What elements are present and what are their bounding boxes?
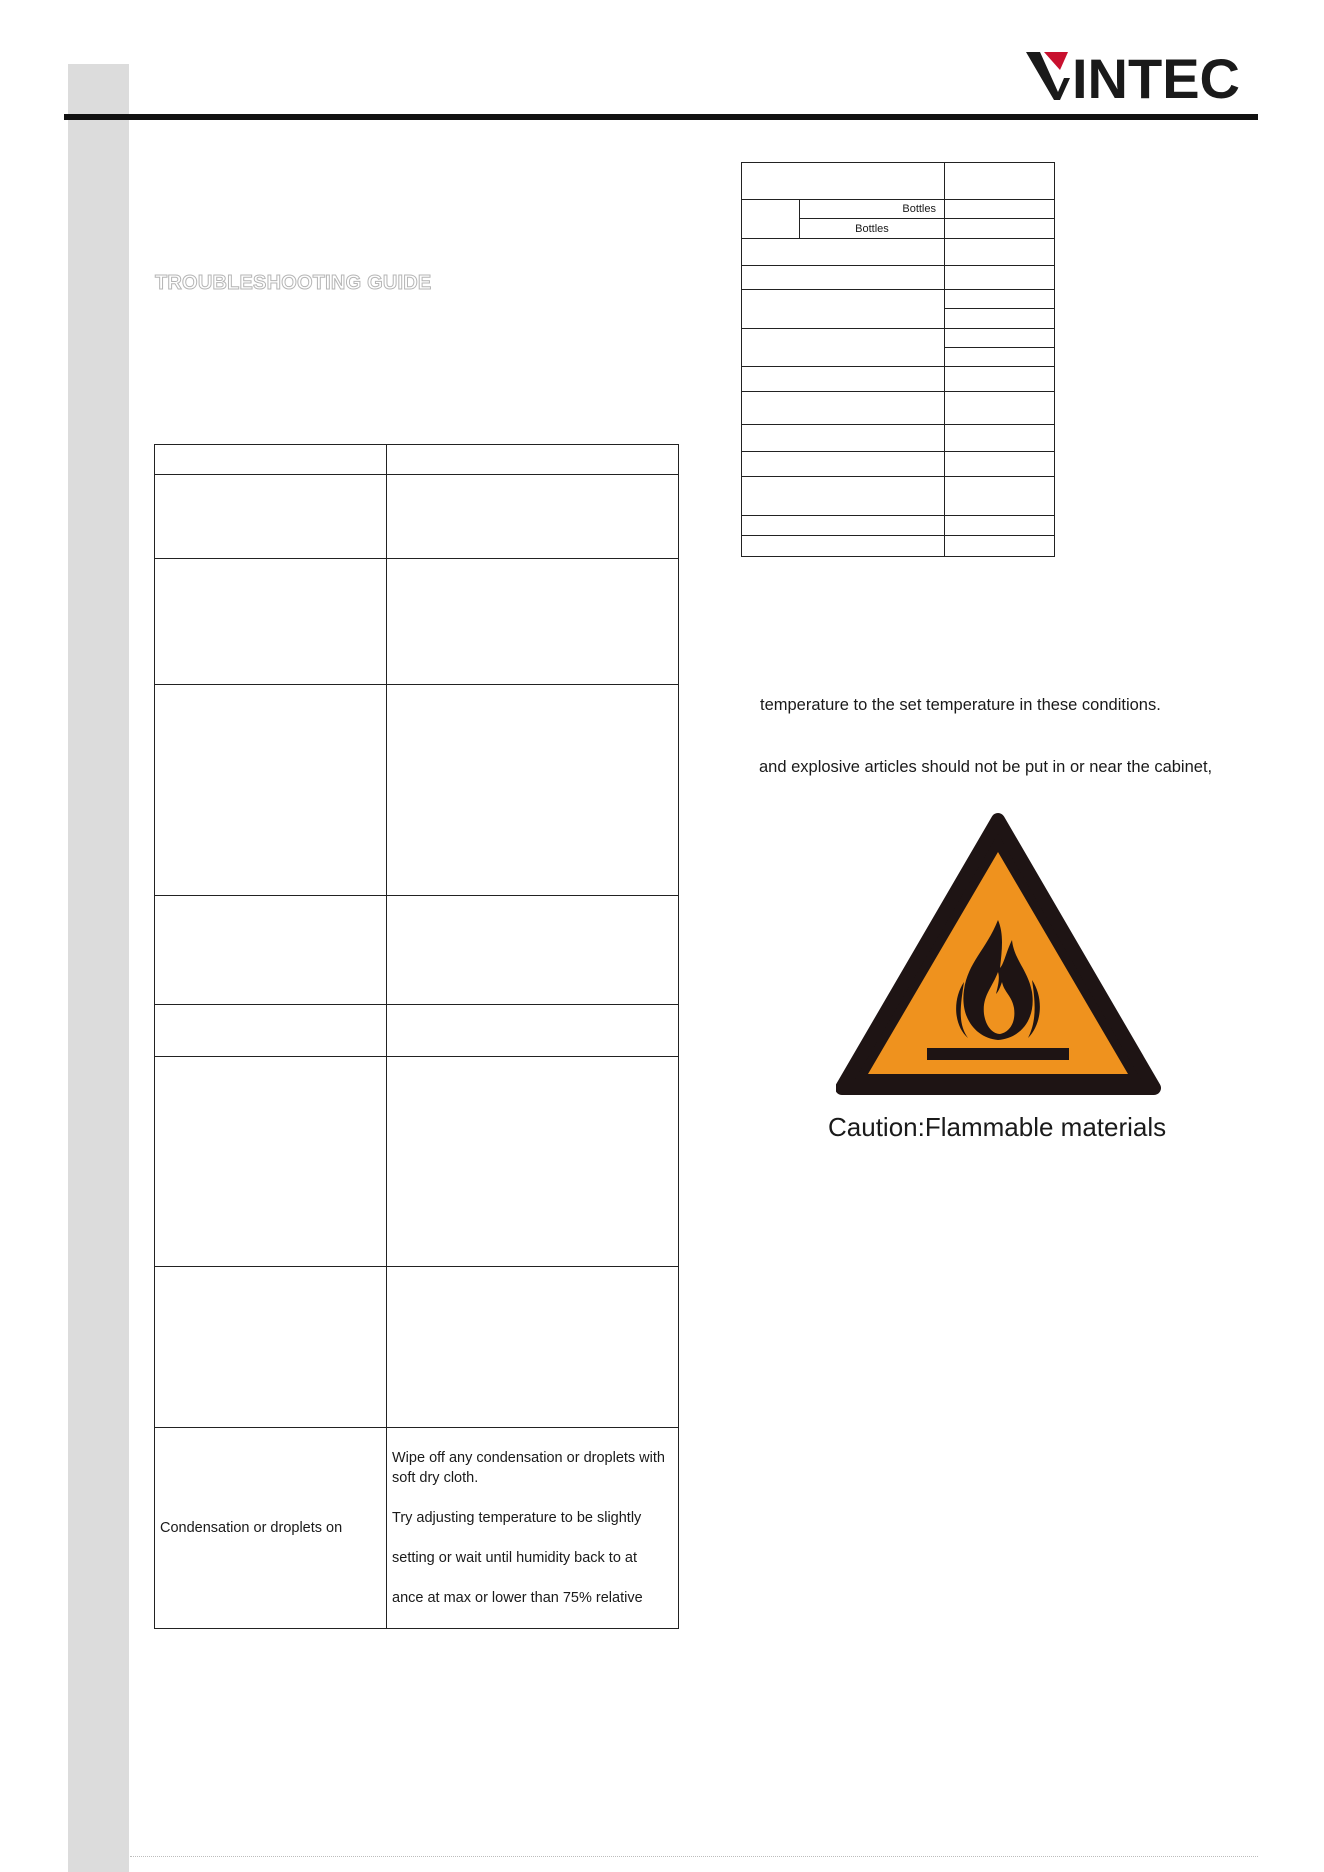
solution-cell bbox=[387, 475, 679, 559]
problem-cell bbox=[155, 896, 387, 1005]
table-row bbox=[742, 536, 1055, 557]
problem-cell bbox=[155, 559, 387, 685]
table-row bbox=[155, 445, 679, 475]
table-row bbox=[155, 896, 679, 1005]
problem-cell bbox=[155, 1057, 387, 1267]
problem-cell: Condensation or droplets on bbox=[155, 1428, 387, 1629]
table-row bbox=[155, 475, 679, 559]
problem-cell bbox=[155, 475, 387, 559]
problem-cell bbox=[155, 445, 387, 475]
ground-bar bbox=[927, 1048, 1069, 1060]
table-row bbox=[742, 425, 1055, 452]
table-row bbox=[742, 266, 1055, 290]
table-row bbox=[742, 477, 1055, 516]
side-margin-strip bbox=[68, 64, 129, 1872]
table-row bbox=[155, 559, 679, 685]
solution-cell bbox=[387, 685, 679, 896]
note-line: temperature to the set temperature in these conditions. bbox=[760, 696, 1161, 714]
table-row bbox=[155, 1267, 679, 1428]
troubleshooting-table bbox=[154, 444, 679, 1629]
table-row bbox=[155, 1005, 679, 1057]
solution-cell bbox=[387, 445, 679, 475]
table-row bbox=[742, 367, 1055, 392]
brand-logo bbox=[1024, 44, 1254, 104]
capacity-label: Bottles bbox=[800, 219, 945, 239]
problem-cell bbox=[155, 1267, 387, 1428]
solution-cell bbox=[387, 1428, 679, 1629]
table-row bbox=[742, 516, 1055, 536]
note-line: and explosive articles should not be put in or near the cabinet, bbox=[759, 758, 1213, 776]
solution-line: Wipe off any condensation or droplets with soft dry cloth. bbox=[392, 1450, 665, 1486]
solution-line: setting or wait until humidity back to at bbox=[392, 1550, 638, 1566]
table-row bbox=[155, 1428, 679, 1629]
solution-cell bbox=[387, 1267, 679, 1428]
section-title: TROUBLESHOOTING GUIDE bbox=[155, 272, 432, 294]
table-row bbox=[742, 392, 1055, 425]
solution-cell bbox=[387, 559, 679, 685]
table-row bbox=[155, 1057, 679, 1267]
solution-cell bbox=[387, 1057, 679, 1267]
solution-cell bbox=[387, 896, 679, 1005]
solution-cell bbox=[387, 1005, 679, 1057]
table-row bbox=[742, 290, 1055, 309]
table-row bbox=[742, 329, 1055, 348]
capacity-label: Bottles bbox=[800, 200, 945, 219]
solution-line: ance at max or lower than 75% relative bbox=[392, 1590, 643, 1606]
warning-caption: Caution:Flammable materials bbox=[828, 1112, 1167, 1142]
footer-dotted-rule bbox=[130, 1856, 1258, 1857]
table-row bbox=[742, 452, 1055, 477]
logo-text: INTEC bbox=[1072, 47, 1240, 104]
specification-table bbox=[741, 162, 1055, 557]
table-row bbox=[742, 163, 1055, 200]
problem-cell bbox=[155, 1005, 387, 1057]
problem-cell bbox=[155, 685, 387, 896]
table-row bbox=[742, 239, 1055, 266]
solution-line: Try adjusting temperature to be slightly bbox=[392, 1510, 642, 1526]
header-rule bbox=[64, 114, 1258, 120]
table-row bbox=[155, 685, 679, 896]
table-row bbox=[742, 200, 1055, 219]
flammable-warning-icon bbox=[836, 812, 1161, 1097]
